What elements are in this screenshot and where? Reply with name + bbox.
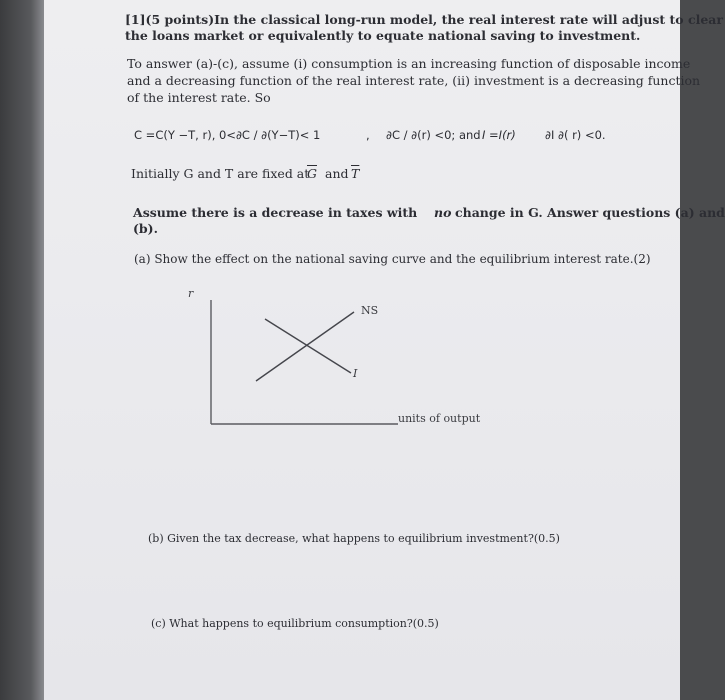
intro-line-3: of the interest rate. So — [127, 90, 271, 105]
initial-conditions-text: Initially G and T are fixed at — [131, 166, 310, 181]
y-axis-label: r — [188, 287, 194, 300]
consumption-interest-derivative: ∂C / ∂(r) <0; and — [386, 128, 481, 142]
question-title-line-2: the loans market or equivalently to equate national saving to investment. — [125, 28, 641, 43]
part-a-question: (a) Show the effect on the national saving curve and the equilibrium interest rate.(2) — [134, 252, 651, 266]
assumption-line-1a: Assume there is a decrease in taxes with — [133, 205, 418, 220]
consumption-function: C =C(Y −T, r), 0<∂C / ∂(Y−T)< 1 — [134, 128, 321, 142]
equation-comma: , — [366, 128, 370, 142]
investment-interest-derivative: ∂I ∂( r) <0. — [545, 128, 606, 142]
g-bar-symbol: $\overline{G}$ — [307, 166, 317, 181]
investment-curve-label: I — [353, 367, 358, 380]
ns-curve-label: NS — [361, 304, 379, 317]
assumption-line-2: (b). — [133, 221, 158, 236]
assumption-line-1b: change in G. Answer questions (a) and — [455, 205, 725, 220]
part-c-question: (c) What happens to equilibrium consumption?(0.5) — [151, 617, 439, 630]
t-bar-symbol: $\overline{T}$ — [351, 166, 360, 181]
part-b-question: (b) Given the tax decrease, what happens to equilibrium investment?(0.5) — [148, 532, 560, 545]
initial-and-text: and — [325, 166, 349, 181]
question-title-line-1: [1](5 points)In the classical long-run model, the real interest rate will adjust to clear — [125, 12, 723, 27]
intro-line-1: To answer (a)-(c), assume (i) consumption is an increasing function of disposable income — [127, 56, 691, 71]
x-axis-label: units of output — [398, 412, 481, 425]
assumption-no-word: no — [434, 205, 452, 220]
intro-line-2: and a decreasing function of the real interest rate, (ii) investment is a decreasing function — [127, 73, 701, 88]
investment-function: I =I(r) — [482, 128, 516, 142]
